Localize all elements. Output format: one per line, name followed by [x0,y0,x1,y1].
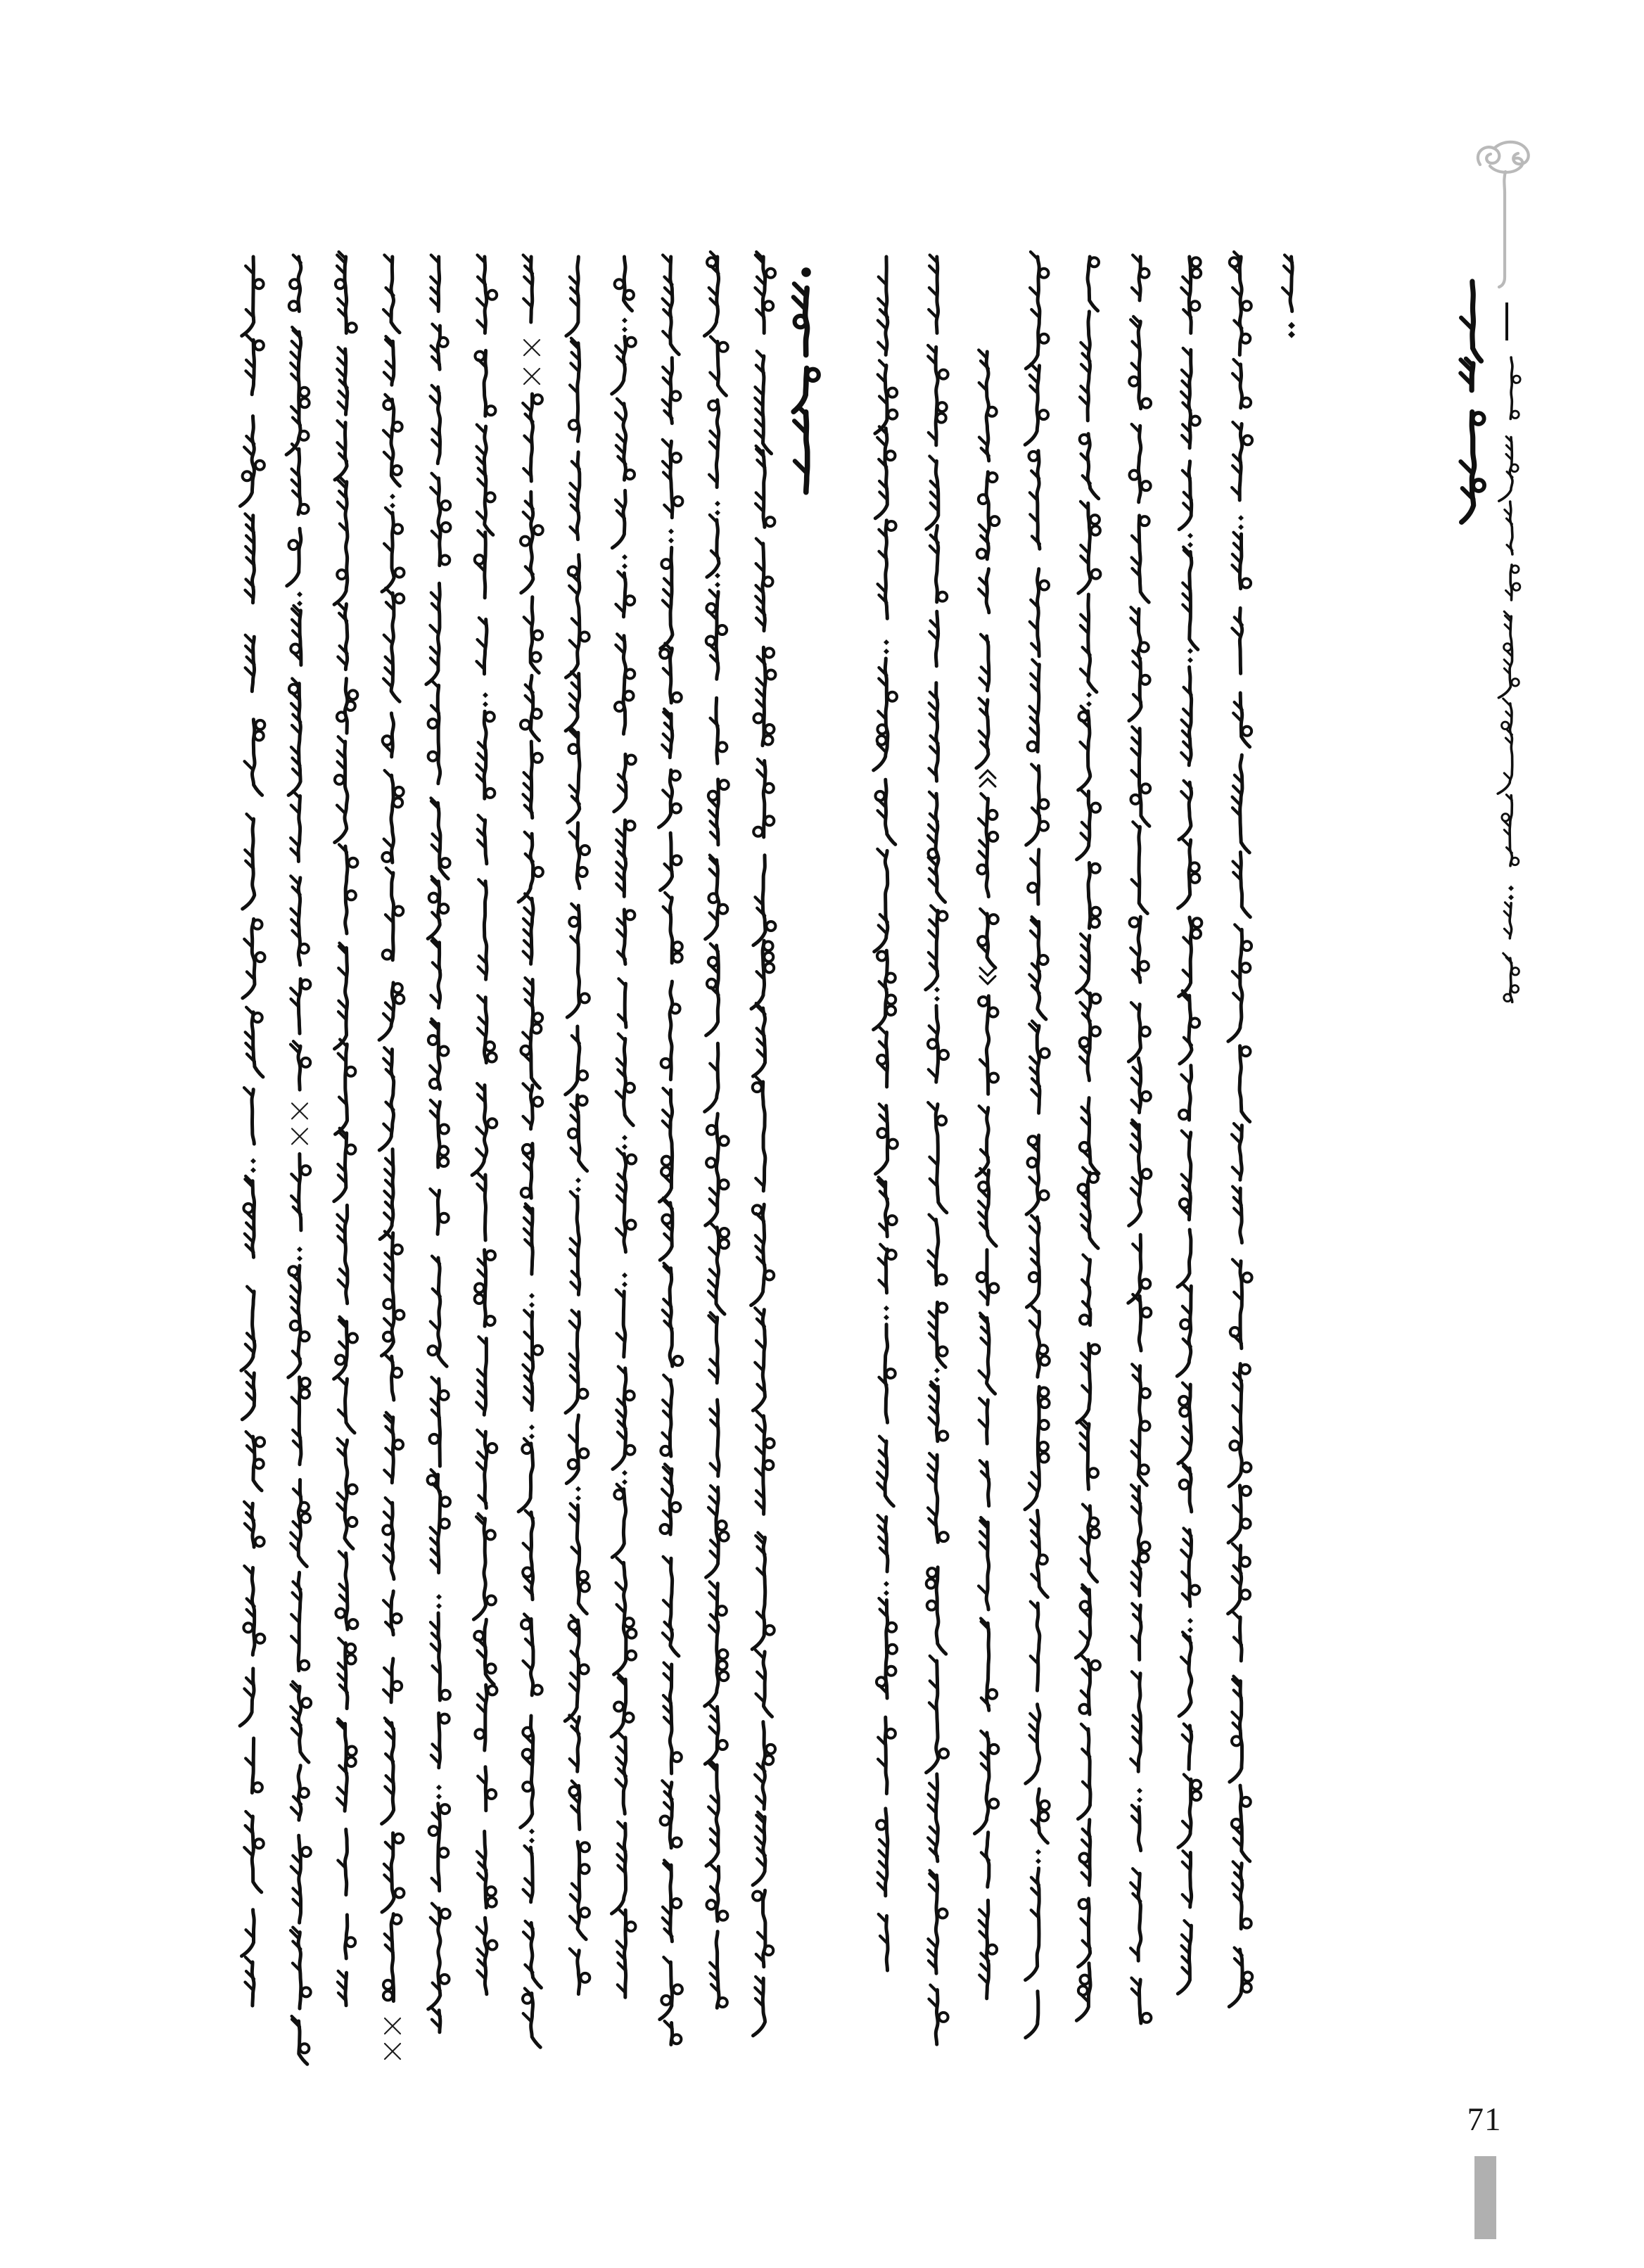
text-column [507,251,556,2068]
text-column [1166,251,1215,2032]
text-column [1216,251,1266,2015]
section-heading [782,262,831,529]
text-column [321,251,371,2030]
text-column [414,251,464,2053]
footer-bar [1474,2156,1496,2239]
closing-line [1267,251,1316,355]
text-column [368,251,417,2082]
text-column [912,251,962,2067]
text-column [1115,251,1164,2063]
text-column [693,251,742,2036]
running-subtitle [1486,352,1536,1057]
text-column [275,251,324,2079]
text-column [1064,251,1114,2029]
text-column [963,346,1012,2041]
text-column [646,251,696,2072]
text-column [1014,251,1063,2056]
page-number: 71 [1467,2101,1502,2138]
text-column [461,251,510,2030]
text-column [229,251,278,2027]
text-column [862,251,911,2027]
text-column [554,251,603,2037]
text-column [600,251,649,2056]
flourish-ornament-icon [1469,142,1553,295]
dash [1505,302,1508,340]
